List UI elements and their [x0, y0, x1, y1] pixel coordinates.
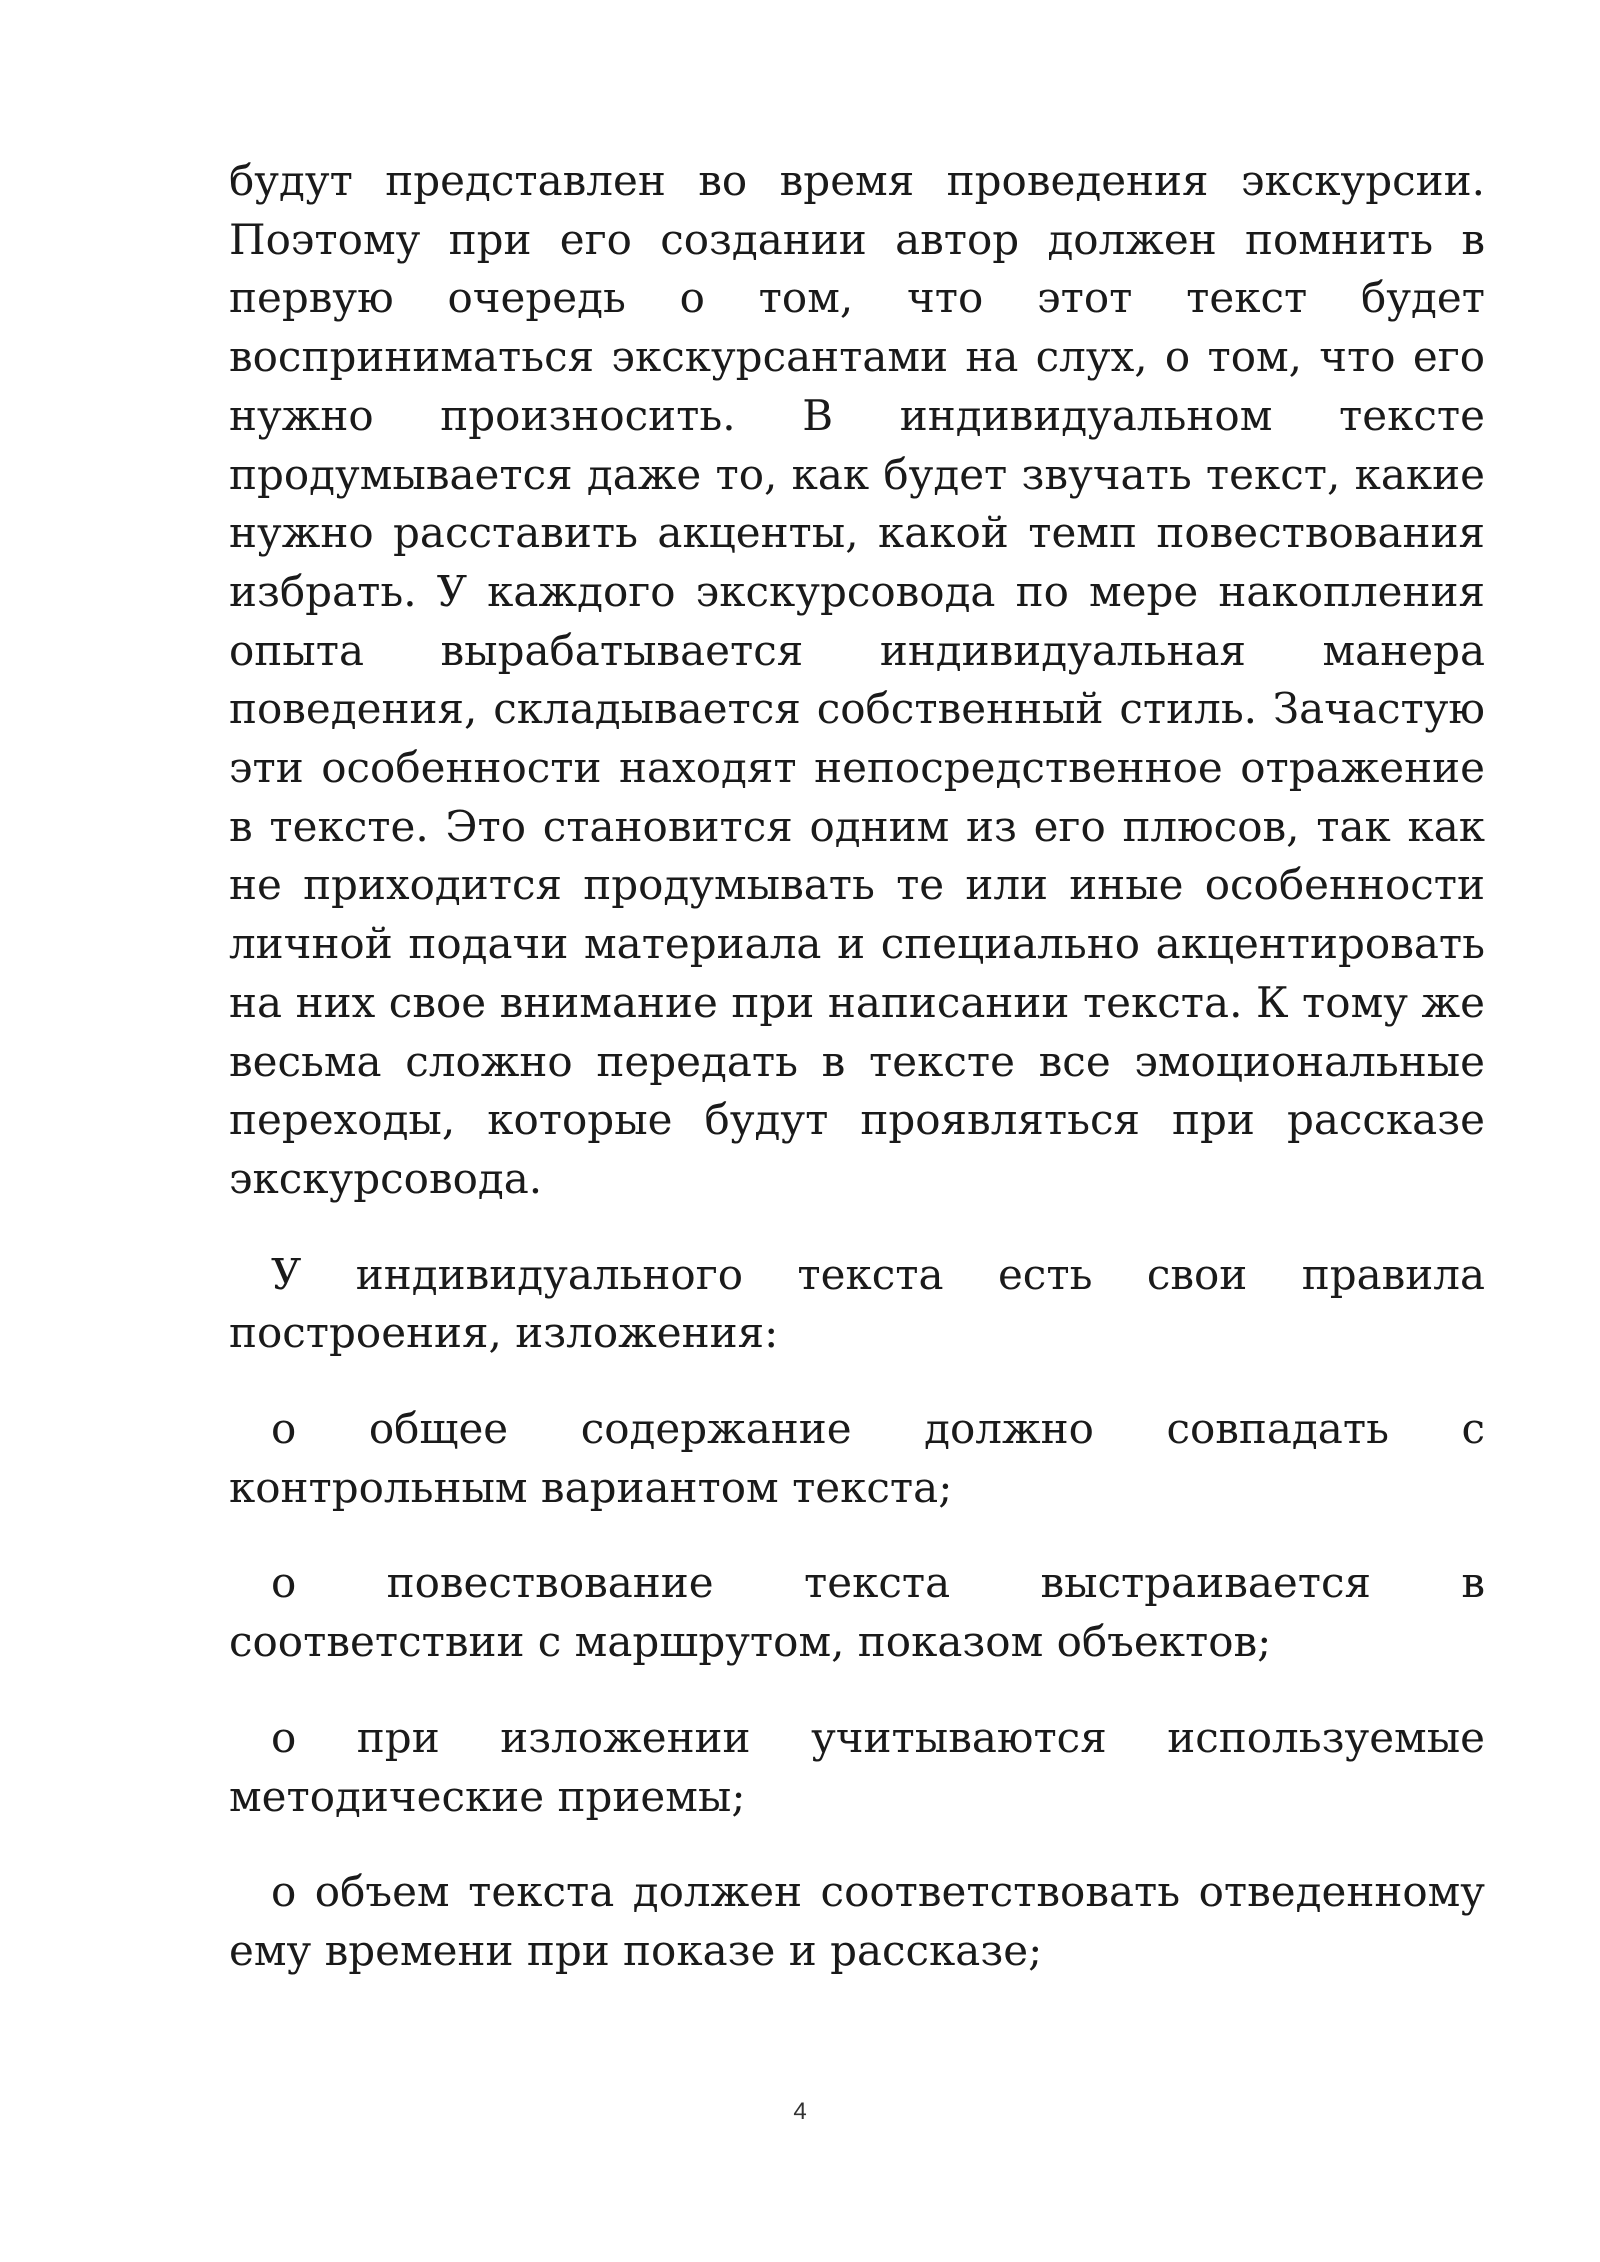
list-item: о общее содержание должно совпадать с контрольным вариантом текста;	[229, 1404, 1485, 1512]
list-item: о при изложении учитываются используемые методические приемы;	[229, 1712, 1485, 1821]
paragraph: будут представлен во время проведения экскурсии. Поэтому при его создании автор должен помнить в первую очередь о том, что этот текст будет восприниматься экскурсантами на слух, о том, что его нужно произносить. В индивидуальном тексте продумывается даже то, как будет звучать текст, какие нужно расставить акценты, какой темп повествования избрать. У каждого экскурсовода по мере накопления опыта вырабатывается индивидуальная манера поведения, складывается собственный стиль. Зачастую эти особенности находят непосредственное отражение в тексте. Это становится одним из его плюсов, так как не приходится продумывать те или иные особенности личной подачи материала и специально акцентировать на них свое внимание при написании текста. К тому же весьма сложно передать в тексте все эмоциональные переходы, которые будут проявляться при рассказе экскурсовода.	[229, 156, 1485, 1203]
paragraph: У индивидуального текста есть свои правила построения, изложения:	[229, 1249, 1485, 1358]
list-item: о повествование текста выстраивается в соответствии с маршрутом, показом объектов;	[229, 1558, 1485, 1667]
page-number: 4	[793, 2098, 807, 2125]
list-item: о объем текста должен соответствовать отведенному ему времени при показе и рассказе;	[229, 1867, 1485, 1975]
document-body	[229, 152, 1485, 2018]
